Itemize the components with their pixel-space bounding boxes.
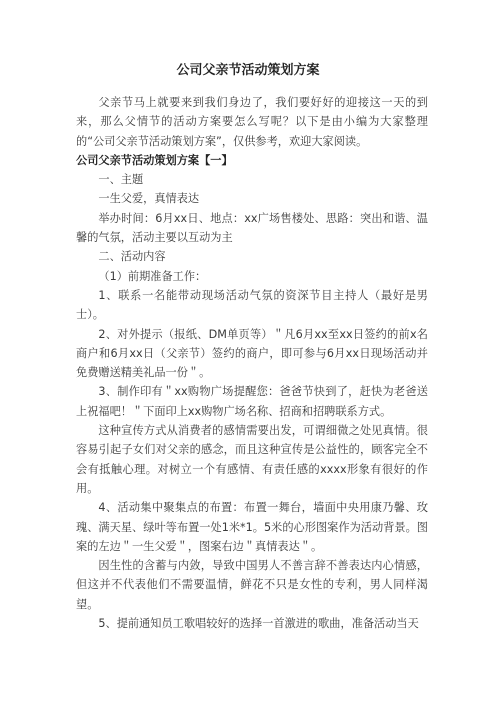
paragraph: 举办时间：6月xx日、地点：xx广场售楼处、思路：突出和谐、温馨的气氛，活动主要以互动为主 <box>76 211 428 245</box>
paragraph: 因生性的含蓄与内敛，导致中国男人不善言辞不善表达内心情感，但这并不代表他们不需要温情，鲜花不只是女性的专利，男人同样渴望。 <box>76 559 428 611</box>
document-body <box>76 93 428 633</box>
section-heading: 公司父亲节活动策划方案【一】 <box>76 153 233 167</box>
paragraph: 3、制作印有＂xx购物广场提醒您：爸爸节快到了，赶快为老爸送上祝福吧！＂下面印上xx购物广场名称、招商和招聘联系方式。 <box>76 385 428 418</box>
paragraph: 2、对外提示（报纸、DM单页等）＂凡6月xx至xx日签约的前x名商户和6月xx日（父亲节）签约的商户，即可参与6月xx日现场活动并免费赠送精美礼品一份＂。 <box>76 327 428 380</box>
paragraph: 4、活动集中聚集点的布置：布置一舞台，墙面中央用康乃馨、玫瑰、满天星、绿叶等布置一处1米*1。5米的心形图案作为活动背景。图案的左边＂一生父爱＂，图案右边＂真情表达＂。 <box>76 501 428 553</box>
paragraph: 父亲节马上就要来到我们身边了，我们要好好的迎接这一天的到来，那么父情节的活动方案要怎么写呢？以下是由小编为大家整理的“公司父亲节活动策划方案”，仅供参考，欢迎大家阅读。 <box>76 96 428 148</box>
paragraph: 这种宣传方式从消费者的感情需要出发，可谓细微之处见真情。很容易引起子女们对父亲的感念，而且这种宣传是公益性的，顾客完全不会有抵触心理。对树立一个有感情、有责任感的xxxx形象有很好的作用。 <box>76 424 428 495</box>
paragraph: 一生父爱，真情表达 <box>98 192 200 206</box>
document-title: 公司父亲节活动策划方案 <box>176 63 320 78</box>
paragraph: 二、活动内容 <box>98 250 166 264</box>
paragraph: （1）前期准备工作： <box>98 269 207 283</box>
paragraph: 1、联系一名能带动现场活动气氛的资深节目主持人（最好是男士）。 <box>76 288 428 322</box>
paragraph: 5、提前通知员工歌唱较好的选择一首激进的歌曲，准备活动当天 <box>98 617 419 631</box>
paragraph: 一、主题 <box>98 173 144 187</box>
